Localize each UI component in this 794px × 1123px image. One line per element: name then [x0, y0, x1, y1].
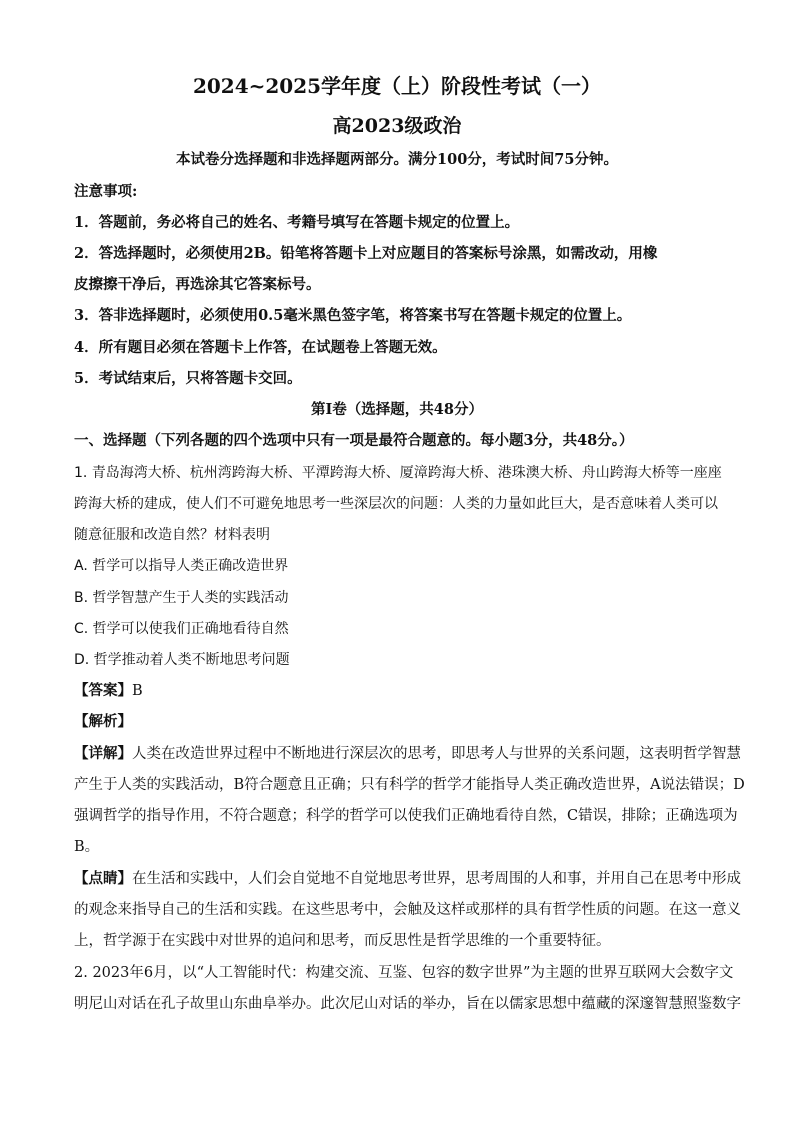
note-item: 皮擦擦干净后，再选涂其它答案标号。: [74, 276, 321, 293]
note-item: 5．考试结束后，只将答题卡交回。: [74, 370, 302, 387]
note-item: 3．答非选择题时，必须使用0.5毫米黑色签字笔，将答案书写在答题卡规定的位置上。: [74, 307, 632, 324]
exam-title: 2024~2025学年度（上）阶段性考试（一）: [192, 74, 602, 98]
q1-detail-line: 强调哲学的指导作用，不符合题意；科学的哲学可以使我们正确地看待自然，C错误，排除；正确选项为: [74, 808, 738, 824]
section-instruction: 一、选择题（下列各题的四个选项中只有一项是最符合题意的。每小题3分，共48分。）: [74, 432, 634, 449]
q1-answer: [74, 681, 143, 701]
exam-subtitle: 高2023级政治: [332, 115, 462, 137]
point-text: 在生活和实践中，人们会自觉地不自觉地思考世界，思考周围的人和事，并用自己在思考中形成: [132, 871, 741, 887]
detail-text: 人类在改造世界过程中不断地进行深层次的思考，即思考人与世界的关系问题，这表明哲学智慧: [132, 746, 741, 762]
q1-point-line: 上，哲学源于在实践中对世界的追问和思考，而反思性是哲学思维的一个重要特征。: [74, 933, 611, 949]
q1-detail-line: [74, 744, 741, 764]
q1-option-a: A. 哲学可以指导人类正确改造世界: [74, 558, 289, 574]
q1-detail-line: 产生于人类的实践活动，B符合题意且正确；只有科学的哲学才能指导人类正确改造世界，A说法错误；D: [74, 777, 745, 793]
detail-label: 【详解】: [74, 745, 132, 762]
analysis-label: 【解析】: [74, 713, 132, 730]
exam-intro: 本试卷分选择题和非选择题两部分。满分100分，考试时间75分钟。: [176, 151, 618, 168]
q2-stem-line: 明尼山对话在孔子故里山东曲阜举办。此次尼山对话的举办，旨在以儒家思想中蕴藏的深邃智慧照鉴数字: [74, 996, 741, 1012]
note-item: 2．答选择题时，必须使用2B。铅笔将答题卡上对应题目的答案标号涂黑，如需改动，用橡: [74, 245, 658, 262]
q1-point-line: [74, 869, 741, 889]
note-item: 4．所有题目必须在答题卡上作答，在试题卷上答题无效。: [74, 339, 447, 356]
q1-stem-line: 跨海大桥的建成，使人们不可避免地思考一些深层次的问题：人类的力量如此巨大，是否意味着人类可以: [74, 496, 718, 512]
q1-detail-line: B。: [74, 839, 100, 855]
q1-stem-line: 1. 青岛海湾大桥、杭州湾跨海大桥、平潭跨海大桥、厦漳跨海大桥、港珠澳大桥、舟山跨海大桥等一座座: [74, 465, 722, 481]
q2-stem-line: 2. 2023年6月，以“人工智能时代：构建交流、互鉴、包容的数字世界”为主题的世界互联网大会数字文: [74, 965, 734, 981]
q1-stem-line: 随意征服和改造自然？材料表明: [74, 527, 270, 543]
answer-value: B: [132, 683, 143, 699]
q1-option-c: C. 哲学可以使我们正确地看待自然: [74, 621, 289, 637]
q1-option-b: B. 哲学智慧产生于人类的实践活动: [74, 590, 289, 606]
section-heading: 第Ⅰ卷（选择题，共48分）: [311, 401, 483, 418]
q1-point-line: 的观念来指导自己的生活和实践。在这些思考中，会触及这样或那样的具有哲学性质的问题。在这一意义: [74, 902, 741, 918]
note-item: 1．答题前，务必将自己的姓名、考籍号填写在答题卡规定的位置上。: [74, 214, 520, 231]
notes-heading: 注意事项:: [74, 183, 138, 200]
point-label: 【点睛】: [74, 870, 132, 887]
answer-label: 【答案】: [74, 682, 132, 699]
q1-option-d: D. 哲学推动着人类不断地思考问题: [74, 652, 290, 668]
